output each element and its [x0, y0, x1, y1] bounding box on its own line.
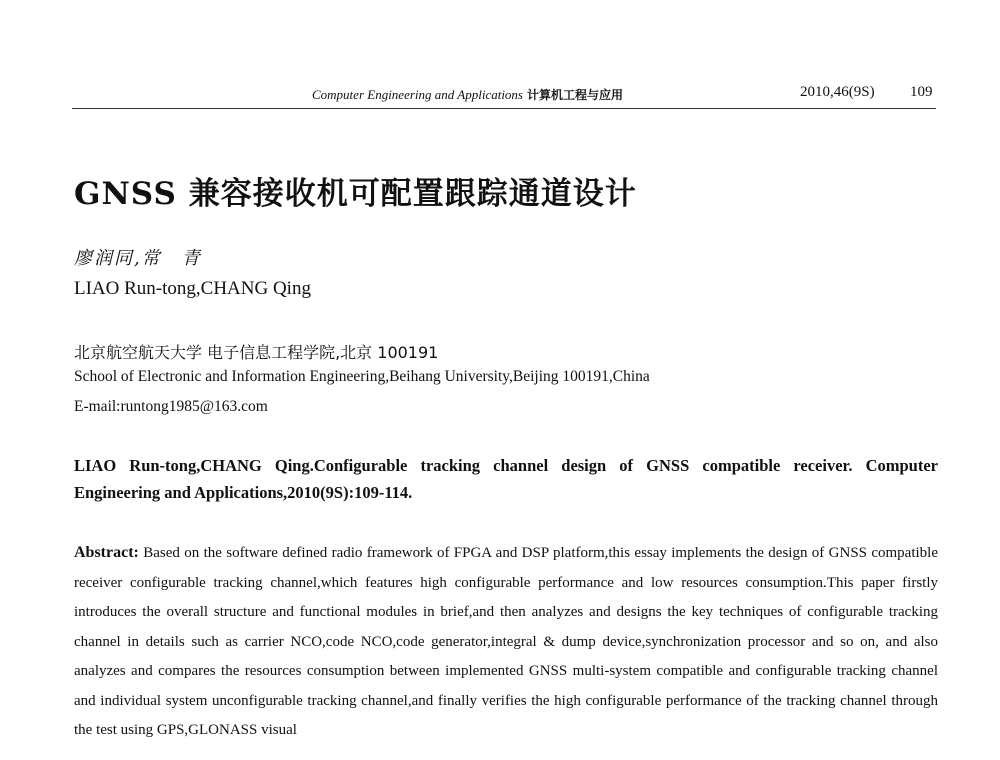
author-email: E-mail:runtong1985@163.com — [74, 398, 268, 415]
journal-name — [312, 86, 623, 103]
abstract-label: Abstract: — [74, 544, 139, 561]
abstract — [74, 538, 938, 746]
affiliation-chinese: 北京航空航天大学 电子信息工程学院,北京 100191 — [74, 343, 439, 362]
journal-name-en: Computer Engineering and Applications — [312, 87, 523, 102]
paper-title: GNSS 兼容接收机可配置跟踪通道设计 — [74, 176, 637, 212]
abstract-text: Based on the software defined radio framework of FPGA and DSP platform,this essay implements the design of GNSS compatible receiver configurable tracking channel,which features high configurable performance and low resources consumption.This paper firstly introduces the overall structure and functional modules in brief,and then analyzes and designs the key techniques of configurable tracking channel in details such as carrier NCO,code NCO,code generator,integral & dump device,synchronization processor and so on, and also analyzes and compares the resources consumption between implemented GNSS multi-system compatible and configurable tracking channel and individual system unconfigurable tracking channel,and finally verifies the high configurable performance of the tracking channel through the test using GPS,GLONASS visual — [74, 545, 939, 738]
journal-name-cn: 计算机工程与应用 — [527, 88, 624, 102]
authors-chinese: 廖润同,常 青 — [74, 248, 202, 269]
running-header — [72, 82, 936, 109]
volume-issue: 2010,46(9S) — [800, 84, 875, 100]
citation: LIAO Run-tong,CHANG Qing.Configurable tracking channel design of GNSS compatible receiver. Computer Engineering and Applications,2010(9S):109-114. — [74, 456, 938, 502]
affiliation-english: School of Electronic and Information Engineering,Beihang University,Beijing 100191,China — [74, 368, 650, 385]
page-number: 109 — [910, 84, 933, 100]
authors-english: LIAO Run-tong,CHANG Qing — [74, 278, 311, 299]
